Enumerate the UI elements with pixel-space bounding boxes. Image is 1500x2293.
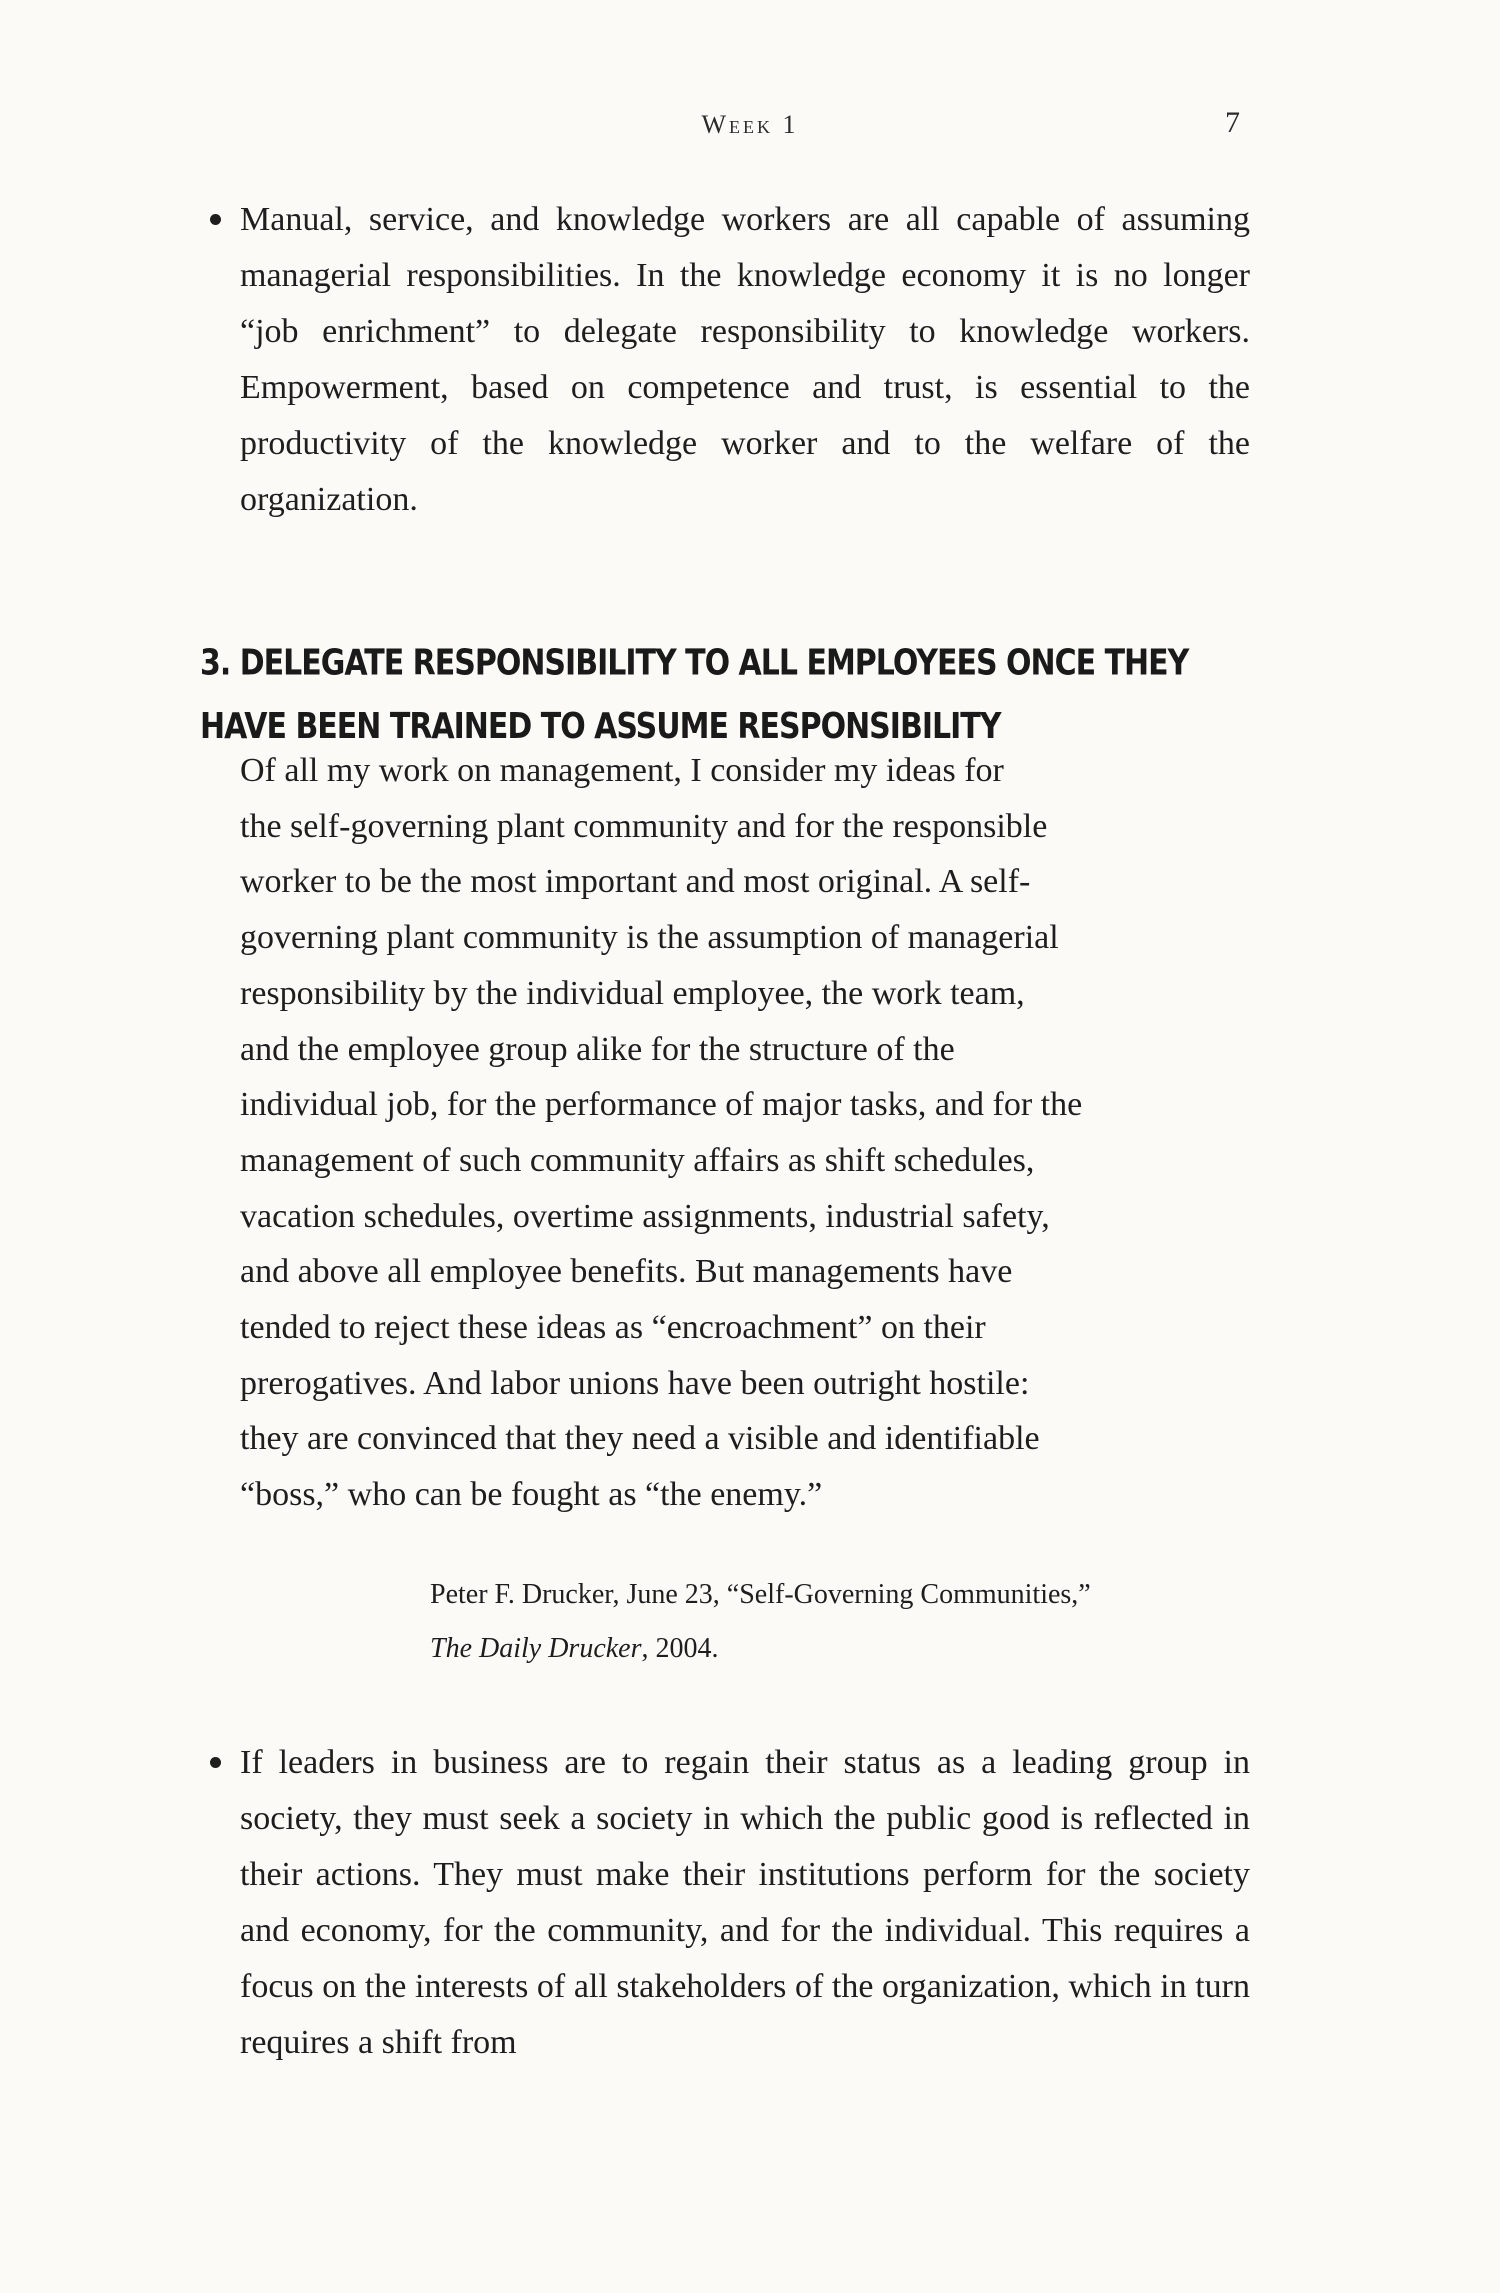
quote-line: governing plant community is the assumption of managerial xyxy=(240,919,1059,957)
quote-attribution xyxy=(430,1568,1260,1676)
quote-line: prerogatives. And labor unions have been outright hostile: xyxy=(240,1364,1030,1402)
quote-line: management of such community affairs as shift schedules, xyxy=(240,1141,1035,1179)
quote-body xyxy=(240,743,1240,1523)
bullet-dot-icon xyxy=(210,214,221,225)
running-head: Week 1 xyxy=(701,110,799,139)
bullet-paragraph-1 xyxy=(210,192,1250,528)
quote-line: the self-governing plant community and for the responsible xyxy=(240,807,1048,845)
quote-line: vacation schedules, overtime assignments, industrial safety, xyxy=(240,1197,1050,1235)
bullet-paragraph-2-text: If leaders in business are to regain their status as a leading group in society, they must seek a society in which the public good is reflected in their actions. They must make their institutions perform for the society and economy, for the community, and for the individual. This requires a focus on the interests of all stakeholders of the organization, which in turn requires a shift from xyxy=(240,1744,1250,2061)
attribution-year: , 2004. xyxy=(641,1633,719,1664)
section-heading: 3. DELEGATE RESPONSIBILITY TO ALL EMPLOYEES ONCE THEY HAVE BEEN TRAINED TO ASSUME RESPONSIBILITY xyxy=(200,642,1189,748)
quote-line: responsibility by the individual employee, the work team, xyxy=(240,974,1025,1012)
attribution-source-line xyxy=(430,1622,1260,1676)
attribution-author-line: Peter F. Drucker, June 23, “Self-Governing Communities,” xyxy=(430,1579,1091,1610)
bullet-paragraph-2 xyxy=(210,1735,1250,2071)
quote-line: tended to reject these ideas as “encroachment” on their xyxy=(240,1309,986,1347)
page-number: 7 xyxy=(1225,106,1240,139)
bullet-dot-icon xyxy=(210,1757,221,1768)
quote-line: worker to be the most important and most original. A self- xyxy=(240,863,1031,901)
quote-line: “boss,” who can be fought as “the enemy.” xyxy=(240,1476,823,1514)
quote-line: and the employee group alike for the structure of the xyxy=(240,1030,955,1068)
attribution-work-title: The Daily Drucker xyxy=(430,1633,642,1664)
quote-line: individual job, for the performance of major tasks, and for the xyxy=(240,1086,1083,1124)
quote-line: they are convinced that they need a visible and identifiable xyxy=(240,1420,1040,1458)
quote-line: and above all employee benefits. But managements have xyxy=(240,1253,1013,1291)
bullet-paragraph-1-text: Manual, service, and knowledge workers are all capable of assuming managerial responsibilities. In the knowledge economy it is no longer “job enrichment” to delegate responsibility to knowledge workers. Empowerment, based on competence and trust, is essential to the productivity of the knowledge worker and to the welfare of the organization. xyxy=(240,201,1250,518)
quote-line: Of all my work on management, I consider my ideas for xyxy=(240,752,1004,789)
